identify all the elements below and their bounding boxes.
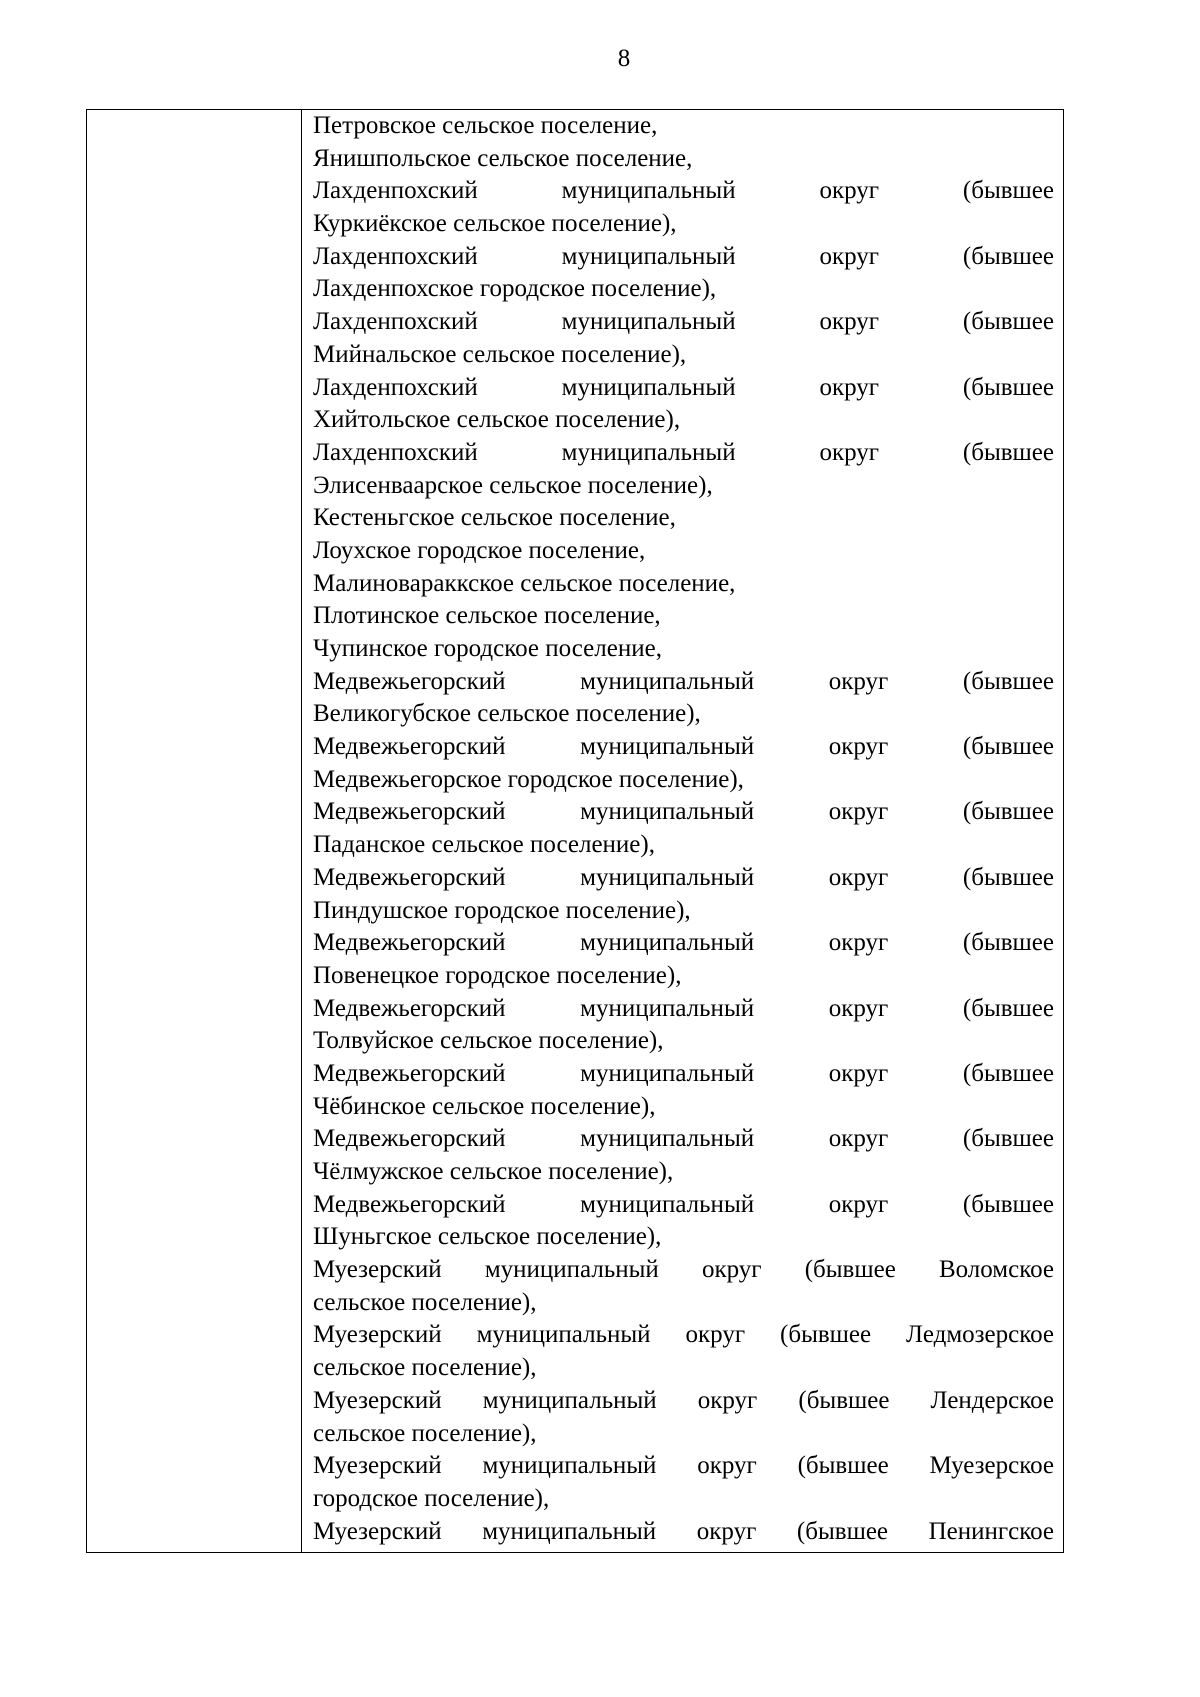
text-line: Элисенваарское сельское поселение), — [313, 471, 713, 499]
text-line: Лахденпохский муниципальный округ (бывшее — [313, 177, 1054, 205]
text-line: Толвуйское сельское поселение), — [313, 1027, 664, 1055]
text-line: сельское поселение), — [313, 1288, 537, 1316]
text-line: Малиновараккское сельское поселение, — [313, 569, 736, 597]
text-line: Лахденпохский муниципальный округ (бывшее — [313, 242, 1054, 270]
text-line: сельское поселение), — [313, 1354, 537, 1382]
text-line: Медвежьегорский муниципальный округ (бывшее — [313, 733, 1054, 761]
text-line: Янишпольское сельское поселение, — [313, 144, 693, 172]
text-line: Муезерский муниципальный округ (бывшее Ледмозерское — [313, 1321, 1054, 1349]
text-line: Чупинское городское поселение, — [313, 635, 662, 662]
text-line: Лахденпохское городское поселение), — [313, 275, 717, 303]
text-line: Великогубское сельское поселение), — [313, 700, 701, 728]
text-line: Муезерский муниципальный округ (бывшее Воломское — [313, 1256, 1054, 1284]
text-line: Паданское сельское поселение), — [313, 831, 655, 859]
page-number: 8 — [617, 45, 631, 72]
text-line: Муезерский муниципальный округ (бывшее Лендерское — [313, 1386, 1054, 1414]
text-line: Медвежьегорский муниципальный округ (бывшее — [313, 1190, 1054, 1218]
text-line: Лахденпохский муниципальный округ (бывшее — [313, 438, 1054, 466]
text-line: Медвежьегорский муниципальный округ (бывшее — [313, 798, 1054, 826]
text-line: Повенецкое городское поселение), — [313, 961, 682, 989]
text-line: Лахденпохский муниципальный округ (бывшее — [313, 373, 1054, 401]
document-table — [86, 109, 1064, 1553]
text-line: Хийтольское сельское поселение), — [313, 406, 681, 434]
text-line: Медвежьегорский муниципальный округ (бывшее — [313, 929, 1054, 957]
text-line: Пиндушское городское поселение), — [313, 896, 691, 924]
text-line: Петровское сельское поселение, — [313, 112, 658, 139]
column-divider — [301, 110, 302, 1552]
text-line: Медвежьегорское городское поселение), — [313, 765, 744, 793]
table-left-cell — [87, 110, 301, 1552]
text-line: Плотинское сельское поселение, — [313, 602, 661, 630]
text-line: городское поселение), — [313, 1484, 550, 1512]
text-line: Чёбинское сельское поселение), — [313, 1092, 656, 1120]
text-line: Медвежьегорский муниципальный округ (бывшее — [313, 1059, 1054, 1087]
text-line: Кестеньгское сельское поселение, — [313, 504, 676, 532]
text-line: Медвежьегорский муниципальный округ (бывшее — [313, 1125, 1054, 1153]
table-right-cell — [313, 110, 1054, 1548]
text-line: сельское поселение), — [313, 1419, 537, 1447]
text-line: Медвежьегорский муниципальный округ (бывшее — [313, 994, 1054, 1022]
text-line: Куркиёкское сельское поселение), — [313, 210, 677, 238]
text-line: Шуньгское сельское поселение), — [313, 1223, 662, 1251]
text-line: Медвежьегорский муниципальный округ (бывшее — [313, 863, 1054, 891]
text-line: Мийнальское сельское поселение), — [313, 340, 687, 368]
text-line: Муезерский муниципальный округ (бывшее Муезерское — [313, 1452, 1054, 1480]
text-line: Чёлмужское сельское поселение), — [313, 1158, 674, 1185]
text-line: Медвежьегорский муниципальный округ (бывшее — [313, 667, 1054, 695]
text-line: Лахденпохский муниципальный округ (бывшее — [313, 308, 1054, 336]
text-line: Муезерский муниципальный округ (бывшее Пенингское — [313, 1517, 1054, 1545]
text-line: Лоухское городское поселение, — [313, 536, 646, 564]
